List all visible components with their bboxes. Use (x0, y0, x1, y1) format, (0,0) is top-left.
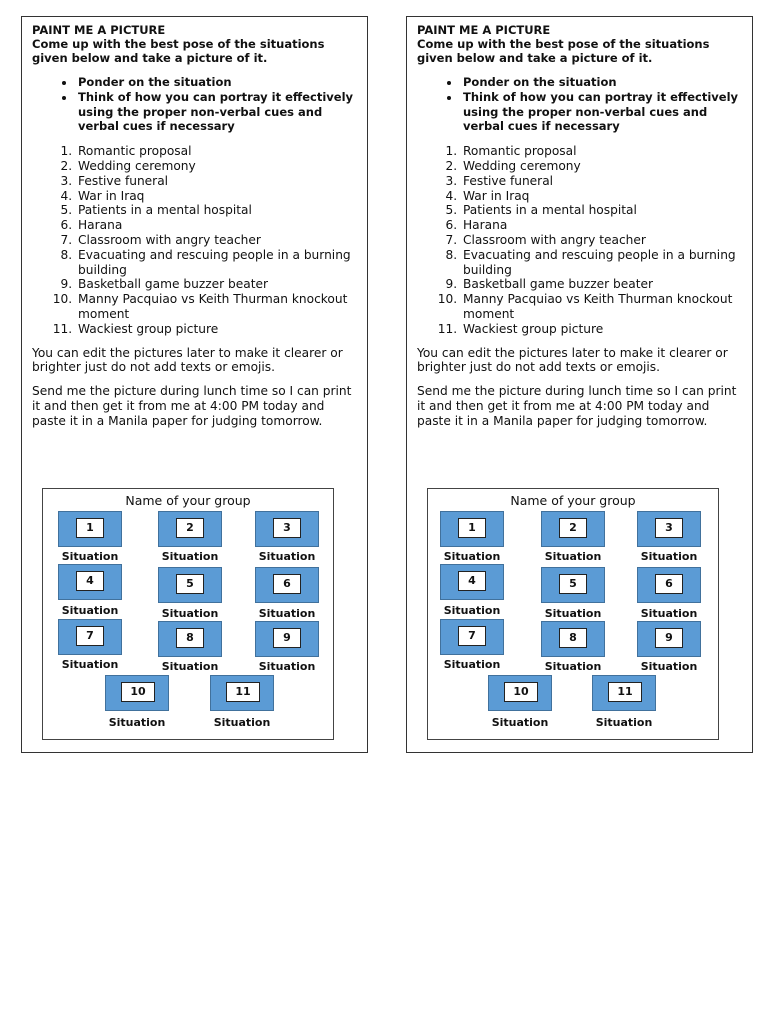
situation-item: 9. Basketball game buzzer beater (461, 277, 747, 292)
slot-number: 1 (458, 518, 486, 538)
slot-number: 6 (273, 574, 301, 594)
photo-slot (105, 675, 169, 711)
edit-note: You can edit the pictures later to make it clearer or brighter just do not add texts or emojis. (32, 345, 343, 375)
slot-number: 8 (176, 628, 204, 648)
worksheet-card-right (406, 16, 753, 753)
slot-number: 7 (76, 626, 104, 646)
slot-label: Situation (491, 716, 549, 729)
situation-item: 11. Wackiest group picture (76, 322, 362, 337)
slot-label: Situation (161, 607, 219, 620)
photo-slot (637, 567, 701, 603)
slot-label: Situation (61, 550, 119, 563)
situation-item: 3. Festive funeral (76, 174, 362, 189)
photo-slot (158, 621, 222, 657)
slot-label: Situation (443, 604, 501, 617)
slot-label: Situation (544, 607, 602, 620)
tips-list (32, 75, 362, 134)
card-title: PAINT ME A PICTURE (32, 23, 166, 37)
slot-label: Situation (61, 658, 119, 671)
photo-slot (637, 621, 701, 657)
photo-slot (440, 511, 504, 547)
situation-item: 4. War in Iraq (76, 189, 362, 204)
tips-list (417, 75, 747, 134)
situations-list (417, 144, 747, 336)
situation-item: 8. Evacuating and rescuing people in a burning building (76, 248, 362, 278)
photo-slot (58, 564, 122, 600)
tip-item: • Ponder on the situation (461, 75, 747, 90)
photo-slot (255, 511, 319, 547)
edit-note: You can edit the pictures later to make it clearer or brighter just do not add texts or emojis. (417, 345, 728, 375)
photo-slot (541, 511, 605, 547)
slot-label: Situation (258, 607, 316, 620)
photo-slot (58, 619, 122, 655)
card-instruction: Come up with the best pose of the situations given below and take a picture of it. (32, 37, 325, 65)
slot-number: 4 (458, 571, 486, 591)
slot-number: 6 (655, 574, 683, 594)
situation-item: 1. Romantic proposal (76, 144, 362, 159)
slot-number: 7 (458, 626, 486, 646)
slot-label: Situation (443, 550, 501, 563)
slot-number: 1 (76, 518, 104, 538)
photo-slot (255, 621, 319, 657)
situation-item: 10. Manny Pacquiao vs Keith Thurman knockout moment (461, 292, 747, 322)
situation-item: 2. Wedding ceremony (76, 159, 362, 174)
slot-label: Situation (640, 550, 698, 563)
card-instruction: Come up with the best pose of the situations given below and take a picture of it. (417, 37, 710, 65)
photo-slot (592, 675, 656, 711)
photo-slot (488, 675, 552, 711)
board-title: Name of your group (125, 493, 251, 508)
situation-item: 2. Wedding ceremony (461, 159, 747, 174)
slot-number: 10 (121, 682, 155, 702)
situation-item: 7. Classroom with angry teacher (76, 233, 362, 248)
worksheet-card-left (21, 16, 368, 753)
photo-slot (255, 567, 319, 603)
situation-item: 6. Harana (461, 218, 747, 233)
photo-slot (158, 567, 222, 603)
slot-label: Situation (161, 550, 219, 563)
slot-label: Situation (108, 716, 166, 729)
slot-number: 2 (176, 518, 204, 538)
slot-number: 11 (226, 682, 260, 702)
situation-item: 11. Wackiest group picture (461, 322, 747, 337)
slot-number: 9 (273, 628, 301, 648)
slot-label: Situation (595, 716, 653, 729)
situation-item: 7. Classroom with angry teacher (461, 233, 747, 248)
group-board (42, 488, 334, 740)
situation-item: 5. Patients in a mental hospital (76, 203, 362, 218)
card-title: PAINT ME A PICTURE (417, 23, 551, 37)
send-note: Send me the picture during lunch time so I can print it and then get it from me at 4:00 PM today and paste it in a Manila paper for judging tomorrow. (417, 384, 737, 428)
slot-label: Situation (258, 550, 316, 563)
slot-number: 2 (559, 518, 587, 538)
slot-number: 5 (559, 574, 587, 594)
photo-slot (58, 511, 122, 547)
slot-label: Situation (213, 716, 271, 729)
photo-slot (440, 564, 504, 600)
situation-item: 5. Patients in a mental hospital (461, 203, 747, 218)
situations-list (32, 144, 362, 336)
slot-number: 9 (655, 628, 683, 648)
photo-slot (541, 621, 605, 657)
slot-number: 3 (273, 518, 301, 538)
tip-item: • Think of how you can portray it effectively using the proper non-verbal cues and verbal cues if necessary (76, 90, 362, 134)
photo-slot (210, 675, 274, 711)
group-board (427, 488, 719, 740)
slot-label: Situation (443, 658, 501, 671)
slot-label: Situation (61, 604, 119, 617)
photo-slot (158, 511, 222, 547)
slot-number: 11 (608, 682, 642, 702)
slot-number: 3 (655, 518, 683, 538)
photo-slot (637, 511, 701, 547)
slot-number: 10 (504, 682, 538, 702)
photo-slot (541, 567, 605, 603)
slot-label: Situation (640, 660, 698, 673)
send-note: Send me the picture during lunch time so I can print it and then get it from me at 4:00 PM today and paste it in a Manila paper for judging tomorrow. (32, 384, 352, 428)
situation-item: 8. Evacuating and rescuing people in a burning building (461, 248, 747, 278)
board-title: Name of your group (510, 493, 636, 508)
situation-item: 3. Festive funeral (461, 174, 747, 189)
slot-number: 4 (76, 571, 104, 591)
slot-label: Situation (544, 660, 602, 673)
slot-label: Situation (161, 660, 219, 673)
tip-item: • Ponder on the situation (76, 75, 362, 90)
slot-label: Situation (258, 660, 316, 673)
situation-item: 10. Manny Pacquiao vs Keith Thurman knockout moment (76, 292, 362, 322)
slot-number: 8 (559, 628, 587, 648)
situation-item: 4. War in Iraq (461, 189, 747, 204)
slot-label: Situation (640, 607, 698, 620)
tip-item: • Think of how you can portray it effectively using the proper non-verbal cues and verbal cues if necessary (461, 90, 747, 134)
situation-item: 1. Romantic proposal (461, 144, 747, 159)
situation-item: 9. Basketball game buzzer beater (76, 277, 362, 292)
slot-label: Situation (544, 550, 602, 563)
photo-slot (440, 619, 504, 655)
situation-item: 6. Harana (76, 218, 362, 233)
slot-number: 5 (176, 574, 204, 594)
